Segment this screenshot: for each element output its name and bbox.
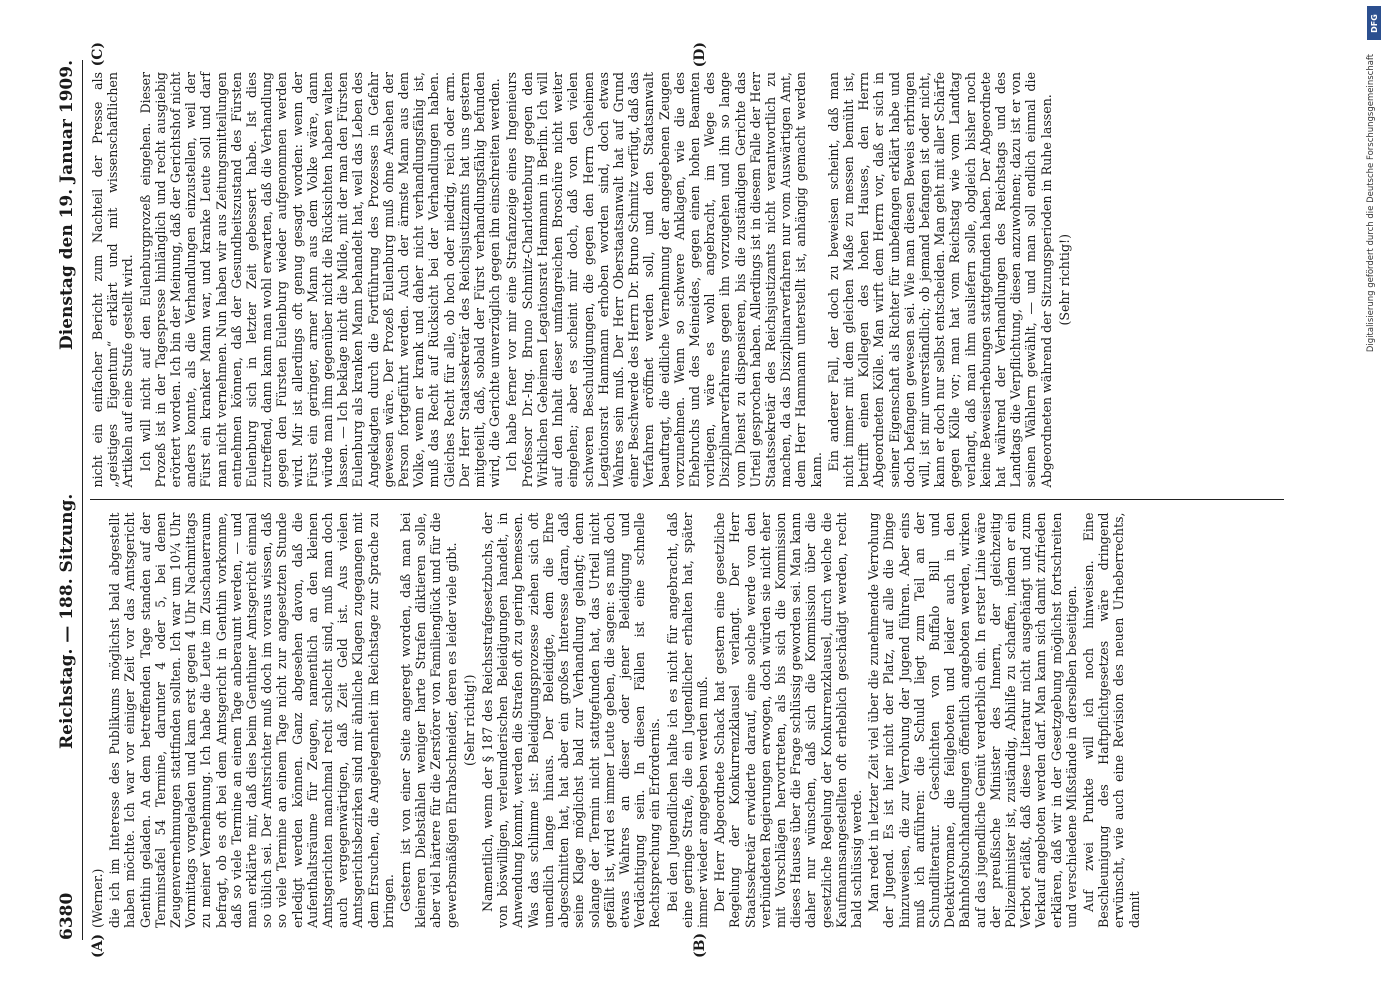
speaker-name: (Werner.)	[89, 868, 105, 928]
paragraph: die ich im Interesse des Publikums möglichst bald abgestellt haben möchte. Ich war vor einiger Zeit vor das Amtsgericht Genthin geladen. An dem betreffenden Tage standen auf der Terminstafel 54 Termine, darunter 4 oder 5, bei denen Zeugenvernehmungen stattfinden sollten. Ich war um 10¼ Uhr Vormittags vorgeladen und kam erst gegen 4 Uhr Nachmittags zu meiner Vernehmung. Ich habe die Leute im Zuschauerraum befragt, ob es oft bei dem Amtsgericht in Genthin vorkomme, daß so viele Termine an einem Tage anberaumt werden, — und man erklärte mir, daß dies beim Genthiner Amtsgericht einmal so üblich sei. Der Amtsrichter muß doch im voraus wissen, daß so viele Termine an einem Tage nicht zur angesetzten Stunde erledigt werden können. Ganz abgesehen davon, daß die Aufenthaltsräume für Zeugen, namentlich an den kleinen Amtsgerichten manchmal recht schlecht sind, muß man doch auch vergegenwärtigen, daß Zeit Geld ist. Aus vielen Amtsgerichtsbezirken sind mir ähnliche Klagen zugegangen mit dem Ersuchen, die Angelegenheit im Reichstage zur Sprache zu bringen.	[106, 512, 396, 928]
right-column	[90, 60, 1284, 500]
paragraph: Ich will nicht auf den Eulenburgprozeß eingehen. Dieser Prozeß ist in der Tagespresse hinlänglich und recht ausgiebig erörtert worden. Ich bin der Meinung, daß der Gerichtshof nicht anders konnte, als die Verhandlungen einzustellen, weil der Fürst ein kranker Mann war, und kranke Leute soll und darf man nicht vernehmen. Nun haben wir aus Zeitungsmitteilungen entnehmen können, daß der Gesundheitszustand des Fürsten Eulenburg sich in letzter Zeit gebessert habe. Ist dies zutreffend, dann kann man wohl erwarten, daß die Verhandlung gegen den Fürsten Eulenburg wieder aufgenommen werden wird. Mir ist allerdings oft genug gesagt worden: wenn der Fürst ein geringer, armer Mann aus dem Volke wäre, dann würde man ihm gegenüber nicht die Rücksichten haben walten lassen. — Ich beklage nicht die Milde, mit der man den Fürsten Eulenburg als kranken Mann behandelt hat, weil das Leben des Angeklagten durch die Fortführung des Prozesses in Gefahr gewesen wäre. Der Prozeß Eulenburg muß ohne Ansehen der Person fortgeführt werden. Auch der ärmste Mann aus dem Volke, wenn er krank und daher nicht verhandlungsfähig ist, muß das Recht auf Rücksicht bei der Verhandlungen haben. Gleiches Recht für alle, ob hoch oder niedrig, reich oder arm. Der Herr Staatssekretär des Reichsjustizamts hat uns gestern mitgeteilt, daß, sobald der Fürst verhandlungsfähig befunden wird, die Gerichte unverzüglich gegen ihn einschreiten werden.	[137, 72, 502, 488]
margin-mark-b: (B)	[691, 932, 708, 958]
paragraph: Man redet in letzter Zeit viel über die zunehmende Verrohung der Jugend. Es ist hier nicht der Platz, auf alle die Dinge hinzuweisen, die zur Verrohung der Jugend führen. Aber eins muß ich anführen: die Schuld liegt zum Teil an der Schundliteratur. Geschichten von Buffalo Bill und Detektivromane, die feilgeboten und leider auch in den Bahnhofsbuchhandlungen öffentlich angeboten werden, wirken auf das jugendliche Gemüt verderblich ein. In erster Linie wäre der preußische Minister des Innern, der gleichzeitig Polizeiminister ist, zuständig, Abhilfe zu schaffen, indem er ein Verbot erläßt, daß diese Literatur nicht ausgehängt und zum Verkauf angeboten werden darf. Man kann sich damit zufrieden erklären, daß wir in der Gesetzgebung möglichst fortschreiten und verschiedene Mißstände in derselben beseitigen.	[865, 512, 1079, 928]
margin-mark-d: (D)	[691, 42, 708, 68]
page-number: 6380	[56, 892, 77, 940]
left-column	[90, 500, 1284, 941]
dfg-logo: DFG	[1367, 6, 1381, 40]
applause-note: (Sehr richtig!)	[1056, 234, 1072, 326]
paragraph: Ich habe ferner vor mir eine Strafanzeige eines Ingenieurs Professor Dr.-Ing. Bruno Schmitz-Charlottenburg gegen den Wirklichen Geheimen Legationsrat Hammann in Berlin. Ich will auf den Inhalt dieser umfangreichen Broschüre nicht weiter eingehen; aber es scheint mir doch, daß von den vielen schweren Beschuldigungen, die gegen den Herrn Geheimen Legationsrat Hammann erhoben worden sind, doch etwas Wahres sein muß. Der Herr Oberstaatsanwalt hat auf Grund einer Beschwerde des Herrn Dr. Bruno Schmitz verfügt, daß das Verfahren eröffnet werden soll, und den Staatsanwalt beauftragt, die eidliche Vernehmung der angegebenen Zeugen vorzunehmen. Wenn so schwere Anklagen, wie die des Ehebruchs und des Meineides, gegen einen hohen Beamten vorliegen, wäre es wohl angebracht, im Wege des Disziplinarverfahrens gegen ihn vorzugehen und ihn so lange vom Dienst zu dispensieren, bis die zuständigen Gerichte das Urteil gesprochen haben. Allerdings ist in diesem Falle der Herr Staatssekretär des Reichsjustizamts nicht verantwortlich zu machen, da das Disziplinarverfahren nur vom Auswärtigen Amt, dem Herr Hammann unterstellt ist, anhängig gemacht werden kann.	[503, 72, 824, 488]
paragraph: Ein anderer Fall, der doch zu beweisen scheint, daß man nicht immer mit dem gleichen Maße zu messen bemüht ist, betrifft einen Kollegen des hohen Hauses, den Herrn Abgeordneten Kölle. Man wirft dem Herrn vor, daß er sich in seiner Eigenschaft als Richter für unbefangen erklärt habe und doch befangen gewesen sei. Wie man diesen Beweis erbringen will, ist mir unverständlich; ob jemand befangen ist oder nicht, kann er doch nur selbst entscheiden. Man geht mit aller Schärfe gegen Kölle vor; man hat vom Reichstag wie vom Landtag verlangt, daß man ihm ausliefern solle, obgleich bisher noch keine Beweiserhebungen stattgefunden haben. Der Abgeordnete hat während der Verhandlungen des Reichstags und des Landtags die Verpflichtung, diesen anzuwohnen; dazu ist er von seinen Wählern gewählt, — und man soll endlich einmal die Abgeordneten während der Sitzungsperioden in Ruhe lassen.	[825, 72, 1054, 488]
paragraph: Auf zwei Punkte will ich noch hinweisen. Eine Beschleunigung des Haftpflichtgesetzes wäre dringend erwünscht, wie auch eine Revision des neuen Urheberrechts, damit	[1080, 512, 1142, 928]
page-header	[52, 60, 83, 940]
paragraph: Bei den Jugendlichen halte ich es nicht für angebracht, daß eine geringe Strafe, die ein Jugendlicher erhalten hat, später immer wieder angegeben werden muß.	[664, 512, 710, 928]
margin-mark-c: (C)	[89, 42, 106, 67]
digitization-note: Digitalisierung gefördert durch die Deutsche Forschungsgemeinschaft	[1366, 53, 1376, 353]
paragraph: Der Herr Abgeordnete Schack hat gestern eine gesetzliche Regelung der Konkurrenzklausel verlangt. Der Herr Staatssekretär erwiderte darauf, eine solche werde von den verbündeten Regierungen erwogen, doch würden sie nicht eher mit Vorschlägen hervortreten, als bis sich die Kommission dieses Hauses über die Frage schlüssig geworden sei. Man kann daher nur wünschen, daß sich die Kommission über die gesetzliche Regelung der Konkurrenzklausel, durch welche die Kaufmannsangestellten oft erheblich geschädigt werden, recht bald schlüssig werde.	[711, 512, 864, 928]
text-columns	[90, 60, 1284, 940]
session-date: Dienstag den 19. Januar 1909.	[56, 60, 77, 350]
applause-note: (Sehr richtig!)	[461, 674, 477, 766]
session-title: Reichstag. — 188. Sitzung.	[56, 493, 77, 749]
rotated-page	[52, 42, 1292, 958]
paragraph: Gestern ist von einer Seite angeregt worden, daß man bei kleineren Diebstählen weniger harte Strafen diktieren solle, aber viel härtere für die Zerstörer von Familienglück und für die gewerbsmäßigen Ehrabschneider, deren es leider viele gibt.	[397, 512, 459, 928]
paragraph: nicht ein einfacher Bericht zum Nachteil der Presse als „geistiges Eigentum“ erklärt und mit wissenschaftlichen Artikeln auf eine Stufe gestellt wird.	[89, 72, 135, 488]
paragraph: Namentlich, wenn der § 187 des Reichsstrafgesetzbuchs, der von böswilligen, verleumderischen Beleidigungen handelt, in Anwendung kommt, werden die Strafen oft zu gering bemessen. Was das schlimme ist: Beleidigungsprozesse ziehen sich oft unendlich lange hinaus. Der Beleidigte, dem die Ehre abgeschnitten hat, hat aber ein großes Interesse daran, daß seine Klage möglichst bald zur Verhandlung gelangt; denn solange der Termin nicht stattgefunden hat, das Urteil nicht gefällt ist, wird es immer Leute geben, die sagen: es muß doch etwas Wahres an dieser oder jener Beleidigung und Verdächtigung sein. In diesen Fällen ist eine schnelle Rechtsprechung ein Erfordernis.	[479, 512, 662, 928]
margin-mark-a: (A)	[89, 933, 106, 958]
